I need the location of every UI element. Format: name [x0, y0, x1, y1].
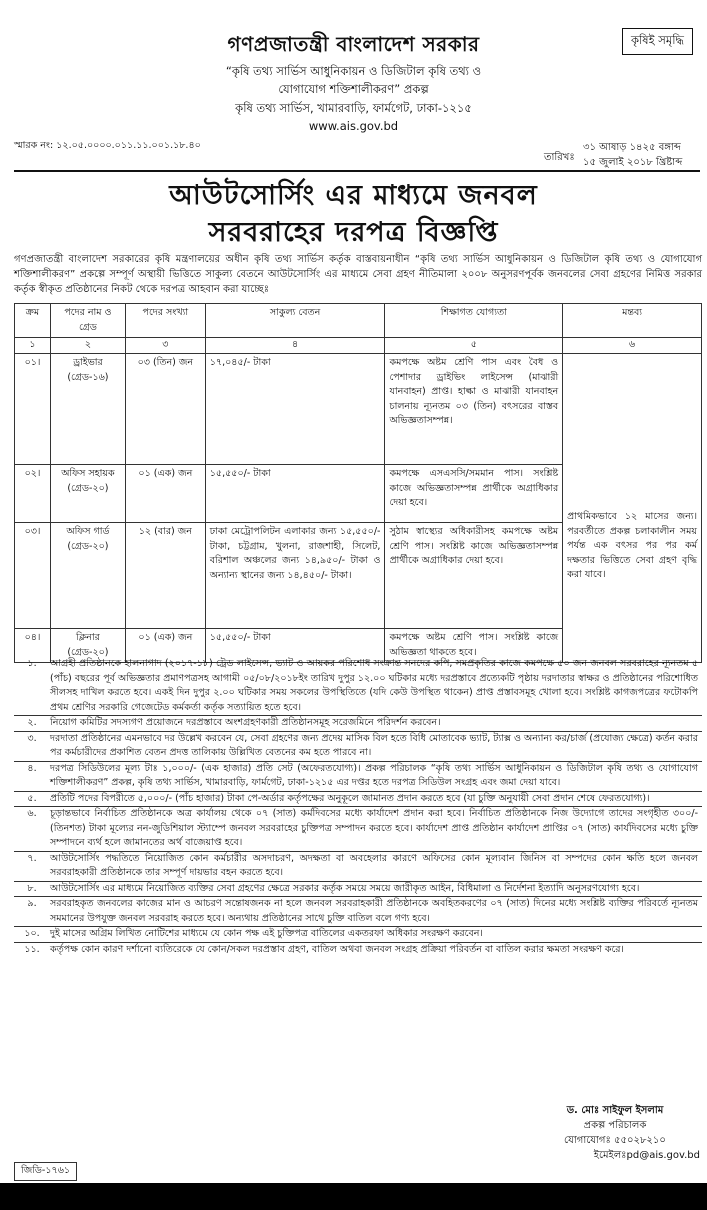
contact-email[interactable]: pd@ais.gov.bd [626, 1150, 700, 1161]
condition-number: ১০. [24, 928, 40, 939]
condition-text: দরদাতা প্রতিষ্ঠানের এমনভাবে দর উল্লেখ করবেন যে, সেবা গ্রহণের জন্য প্রদেয় মাসিক বিল হতে বিধি মোতাবেক ভ্যাট, ট্যাক্স ও অন্যান্য কর/চার্জ (প্রযোজ্য ক্ষেত্রে) কর্তন করার পর কর্মচারীদের প্রকাশিত বেতন প্রদত্ত তালিকায় উল্লিখিত বেতনের কম হতে পারবে না। [50, 732, 698, 758]
header-divider [14, 170, 700, 172]
row-salary: ১৫,৫৫০/- টাকা [205, 629, 385, 663]
condition-text: আউটসোর্সিং পদ্ধতিতে নিয়োজিত কোন কর্মচারীর অসদাচরণ, অদক্ষতা বা অবহেলার কারণে অফিসের কোন মূল্যবান জিনিস বা সম্পদের কোন ক্ষতি হলে জনবল সরবরাহকারী প্রতিষ্ঠানকে তার সম্পূর্ণ দায়ভার বহন করতে হবে। [50, 852, 698, 878]
row-salary: ১৭,০৪৫/- টাকা [205, 354, 385, 465]
contact-email-row [530, 1148, 700, 1163]
condition-item [14, 897, 702, 927]
condition-text: প্রতিটি পদের বিপরীতে ৫,০০০/- (পাঁচ হাজার) টাকা পে-অর্ডার কর্তৃপক্ষের অনুকূলে জামানত প্রদান করতে হবে (যা চুক্তি অনুযায়ী সেবা প্রদান শেষে ফেরতযোগ্য)। [50, 792, 650, 804]
date-bangla: ৩১ আষাড় ১৪২৫ বঙ্গাব্দ [583, 142, 681, 153]
condition-number: ২. [27, 717, 37, 728]
notice-intro: গণপ্রজাতন্ত্রী বাংলাদেশ সরকারের কৃষি মন্ত্রণালয়ের অধীন কৃষি তথ্য সার্ভিস কর্তৃক বাস্তবায়নাধীন “কৃষি তথ্য সার্ভিস আধুনিকায়ন ও ডিজিটাল কৃষি তথ্য ও যোগাযোগ শক্তিশালীকরণ” প্রকল্পে সম্পূর্ণ অস্থায়ী ভিত্তিতে সাকুল্য বেতনে আউটসোর্সিং এর মাধ্যমে সেবা গ্রহণ নীতিমালা ২০০৮ অনুসরণপূর্বক জনবলের সেবা গ্রহণের নিমিত্ত সরকার কর্তৃক স্বীকৃত প্রতিষ্ঠানের নিকট থেকে দরপত্র আহবান করা যাচ্ছেঃ [14, 254, 702, 295]
row-serial: ০৩। [15, 523, 51, 629]
condition-item [14, 657, 702, 716]
condition-text: আগ্রহী প্রতিষ্ঠানকে হালনাগাদ (২০১৭-১৮) ট্রেড লাইসেন্স, ভ্যাট ও আয়কর পরিশোধ সংক্রান্ত সনদের কপি, সমপ্রকৃতির কাজে কমপক্ষে ৫০ জন জনবল সরবরাহের ন্যূনতম ৫ (পাঁচ) বছরের পূর্ব অভিজ্ঞতার প্রমাণপত্রসহ আগামী ০৫/০৮/২০১৮ইং তারিখ দুপুর ১২.০০ ঘটিকার মধ্যে দরপ্রস্তাবে প্রত্যেকটি পৃষ্ঠায় দরদাতার স্বাক্ষর ও প্রতিষ্ঠানের পরিশোধিত সীলসহ দাখিল করতে হবে। একই দিন দুপুর ২.০০ ঘটিকার সময় সকলের উপস্থিতিতে (যদি কেউ উপস্থিত থাকেন) প্রাপ্ত প্রস্তাবসমূহ খোলা হবে। সংশ্লিষ্ট কাগজপত্রের ফটোকপি প্রথম শ্রেণির সরকারি গেজেটেড কর্মকর্তা কর্তৃক সত্যায়িত হতে হবে। [50, 658, 698, 713]
condition-item [14, 732, 702, 762]
condition-item [14, 792, 702, 808]
header-qualification: শিক্ষাগত যোগ্যতা [385, 304, 563, 338]
post-name: ক্লিনার [76, 632, 100, 643]
remarks-top-blank [563, 354, 702, 465]
condition-number: ১. [27, 658, 37, 669]
row-post [50, 523, 125, 629]
table-row [15, 465, 702, 523]
condition-text: দরপত্র সিডিউলের মূল্য টাঃ ১,০০০/- (এক হাজার) প্রতি সেট (অফেরতযোগ্য)। প্রকল্প পরিচালক “কৃষি তথ্য সার্ভিস আধুনিকায়ন ও ডিজিটাল কৃষি তথ্য ও যোগাযোগ শক্তিশালীকরণ” প্রকল্প, কৃষি তথ্য সার্ভিস, খামারবাড়ি, ফার্মগেট, ঢাকা-১২১৫ এর দপ্তর হতে দরপত্র সিডিউল সংগ্রহ এবং জমা দেয়া যাবে। [50, 762, 698, 788]
slogan-badge: কৃষিই সমৃদ্ধি [622, 28, 693, 55]
row-qualification: কমপক্ষে অষ্টম শ্রেণি পাস। সংশ্লিষ্ট কাজে অভিজ্ঞতা থাকতে হবে। [385, 629, 563, 663]
gd-number: জিডি-১৭৬১ [14, 1162, 77, 1181]
condition-number: ৪. [27, 762, 37, 774]
condition-number: ৭. [27, 852, 37, 864]
column-number: ৬ [563, 338, 702, 354]
row-serial: ০৪। [15, 629, 51, 663]
condition-number: ১১. [24, 943, 40, 955]
header-salary: সাকুল্য বেতন [205, 304, 385, 338]
condition-text: কর্তৃপক্ষ কোন কারণ দর্শানো ব্যতিরেকে যে কোন/সকল দরপ্রস্তাব গ্রহণ, বাতিল অথবা জনবল সংগ্রহ প্রক্রিয়া পরিবর্তন বা বাতিল করার ক্ষমতা সংরক্ষণ করে। [50, 943, 624, 955]
condition-item [14, 943, 702, 958]
column-number-row [15, 338, 702, 354]
condition-number: ৫. [27, 792, 37, 804]
condition-number: ৯. [27, 898, 37, 909]
row-count: ১২ (বার) জন [125, 523, 205, 629]
memo-number: স্মারক নং: ১২.০৫.০০০০.০১১.১১.০০১.১৮.৪০ [14, 140, 201, 151]
row-salary: ঢাকা মেট্রোপলিটন এলাকার জন্য ১৫,৫৫০/- টাকা, চট্টগ্রাম, খুলনা, রাজশাহী, সিলেট, বরিশাল অঞ্চলের জন্য ১৪,৯৫০/- টাকা ও অন্যান্য স্থানের জন্য ১৪,৪৫০/- টাকা। [205, 523, 385, 629]
condition-item [14, 716, 702, 732]
post-name: অফিস গার্ড [66, 526, 110, 537]
notice-title-line1: আউটসোর্সিং এর মাধ্যমে জনবল [169, 180, 538, 211]
post-grade: (গ্রেড-২০) [67, 646, 109, 658]
project-name-line1: “কৃষি তথ্য সার্ভিস আধুনিকায়ন ও ডিজিটাল কৃষি তথ্য ও [225, 64, 482, 78]
table-header-row [15, 304, 702, 338]
header-count: পদের সংখ্যা [125, 304, 205, 338]
notice-title-line2: সরবরাহের দরপত্র বিজ্ঞপ্তি [208, 217, 499, 248]
bottom-black-bar [0, 1183, 707, 1210]
column-number: ২ [50, 338, 125, 354]
header-serial: ক্রম [15, 304, 51, 338]
condition-text: সরবরাহকৃত জনবলের কাজের মান ও আচরণ সন্তোষজনক না হলে জনবল সরবরাহকারী প্রতিষ্ঠানকে অবহিতকরণের ০৭ (সাত) দিনের মধ্যে সংশ্লিষ্ট ব্যক্তির পরিবর্তে ন্যূনতম সমমানের উপযুক্ত জনবল সরবরাহ করতে হবে। অন্যথায় প্রতিষ্ঠানের সাথে চুক্তি বাতিল বলে গণ্য হবে। [50, 898, 698, 924]
post-grade: (গ্রেড-২০) [67, 540, 109, 552]
column-number: ৫ [385, 338, 563, 354]
condition-number: ৬. [27, 808, 37, 819]
row-count: ০৩ (তিন) জন [125, 354, 205, 465]
condition-number: ৩. [27, 732, 37, 744]
contact-phone: যোগাযোগঃ ৫৫০২৮২১০ [564, 1135, 666, 1146]
condition-item [14, 852, 702, 882]
email-label: ইমেইলঃ [593, 1150, 627, 1161]
row-qualification: কমপক্ষে অষ্টম শ্রেণি পাস এবং বৈধ ও পেশাদার ড্রাইভিং লাইসেন্স (মাঝারী যানবাহন) প্রাপ্ত। হাল্কা ও মাঝারী যানবাহন চালনায় ন্যূনতম ০৩ (তিন) বৎসরের বাস্তব অভিজ্ঞতাসম্পন্ন। [385, 354, 563, 465]
column-number: ৩ [125, 338, 205, 354]
row-serial: ০২। [15, 465, 51, 523]
post-name: অফিস সহায়ক [61, 468, 115, 479]
column-number: ৪ [205, 338, 385, 354]
post-grade: (গ্রেড-১৬) [67, 371, 109, 383]
date-label: তারিখঃ [544, 152, 575, 163]
row-qualification: সুঠাম স্বাস্থ্যের অধিকারীসহ কমপক্ষে অষ্টম শ্রেণি পাস। সংশ্লিষ্ট কাজে অভিজ্ঞতাসম্পন্ন প্রার্থীকে অগ্রাধিকার দেয়া হবে। [385, 523, 563, 629]
signatory-name: ড. মোঃ সাইফুল ইসলাম [566, 1105, 664, 1116]
condition-text: আউটসোর্সিং এর মাধ্যমে নিয়োজিত ব্যক্তির সেবা গ্রহণের ক্ষেত্রে সরকার কর্তৃক সময়ে সময়ে জারীকৃত আইন, বিধিমালা ও নির্দেশনা ইত্যাদি অনুসরণযোগ্য হবে। [50, 882, 640, 894]
condition-number: ৮. [27, 882, 37, 894]
row-salary: ১৫,৫৫০/- টাকা [205, 465, 385, 523]
row-count: ০১ (এক) জন [125, 465, 205, 523]
condition-text: দুই মাসের অগ্রিম লিখিত নোটিশের মাধ্যমে যে কোন পক্ষ এই চুক্তিপত্র বাতিলের একতরফা অধিকার সংরক্ষণ করবেন। [50, 928, 483, 939]
header-remarks: মন্তব্য [563, 304, 702, 338]
post-name: ড্রাইভার [73, 357, 103, 368]
condition-item [14, 927, 702, 943]
signatory-designation: প্রকল্প পরিচালক [583, 1120, 647, 1131]
row-count: ০১ (এক) জন [125, 629, 205, 663]
condition-text: নিয়োগ কমিটির সদস্যগণ প্রয়োজনে দরপ্রস্তাবে অংশগ্রহণকারী প্রতিষ্ঠানসমূহ সরেজমিনে পরিদর্শন করবেন। [50, 717, 441, 728]
terms-and-conditions [14, 657, 702, 957]
column-number: ১ [15, 338, 51, 354]
table-row [15, 354, 702, 465]
condition-item [14, 762, 702, 792]
condition-text: চূড়ান্তভাবে নির্বাচিত প্রতিষ্ঠানকে অত্র কার্যালয় থেকে ০৭ (সাত) কর্মদিবসের মধ্যে কার্যাদেশ প্রদান করা হবে। নির্বাচিত প্রতিষ্ঠানকে নিজ উদ্যোগে তাদের সংগৃহীত ৩০০/- (তিনশত) টাকা মূল্যের নন-জুডিশিয়াল স্ট্যাম্পে জনবল সরবরাহের চুক্তিপত্র সম্পাদন করতে হবে। কার্যাদেশ প্রাপ্ত প্রতিষ্ঠান কার্যাদেশ প্রাপ্তির ০৭ (সাত) কার্যদিবসের মধ্যে চুক্তি সম্পাদনে ব্যর্থ হলে জামানতের অর্থ বাজেয়াপ্ত হবে। [50, 808, 698, 848]
office-address: কৃষি তথ্য সার্ভিস, খামারবাড়ি, ফার্মগেট, ঢাকা-১২১৫ [235, 101, 472, 115]
header-post: পদের নাম ও গ্রেড [50, 304, 125, 338]
date-english: ১৫ জুলাই ২০১৮ খ্রিষ্টাব্দ [583, 157, 683, 168]
project-name-line2: যোগাযোগ শক্তিশালীকরণ” প্রকল্প [278, 82, 429, 96]
row-qualification: কমপক্ষে এসএসসি/সমমান পাস। সংশ্লিষ্ট কাজে অভিজ্ঞতাসম্পন্ন প্রার্থীকে অগ্রাধিকার দেয়া হবে। [385, 465, 563, 523]
signature-block [530, 1103, 700, 1163]
row-post [50, 354, 125, 465]
condition-item [14, 882, 702, 898]
positions-table [14, 303, 702, 663]
post-grade: (গ্রেড-২০) [67, 482, 109, 494]
condition-item [14, 807, 702, 852]
row-serial: ০১। [15, 354, 51, 465]
website-link[interactable]: www.ais.gov.bd [308, 119, 399, 133]
row-post [50, 465, 125, 523]
row-remarks: প্রাথমিকভাবে ১২ মাসের জন্য। পরবর্তীতে প্রকল্প চলাকালীন সময় পর্যন্ত এক বৎসর পর পর কর্ম দক্ষতার ভিত্তিতে সেবা গ্রহণ বৃদ্ধি করা যাবে। [563, 465, 702, 629]
government-title: গণপ্রজাতন্ত্রী বাংলাদেশ সরকার [227, 32, 480, 56]
